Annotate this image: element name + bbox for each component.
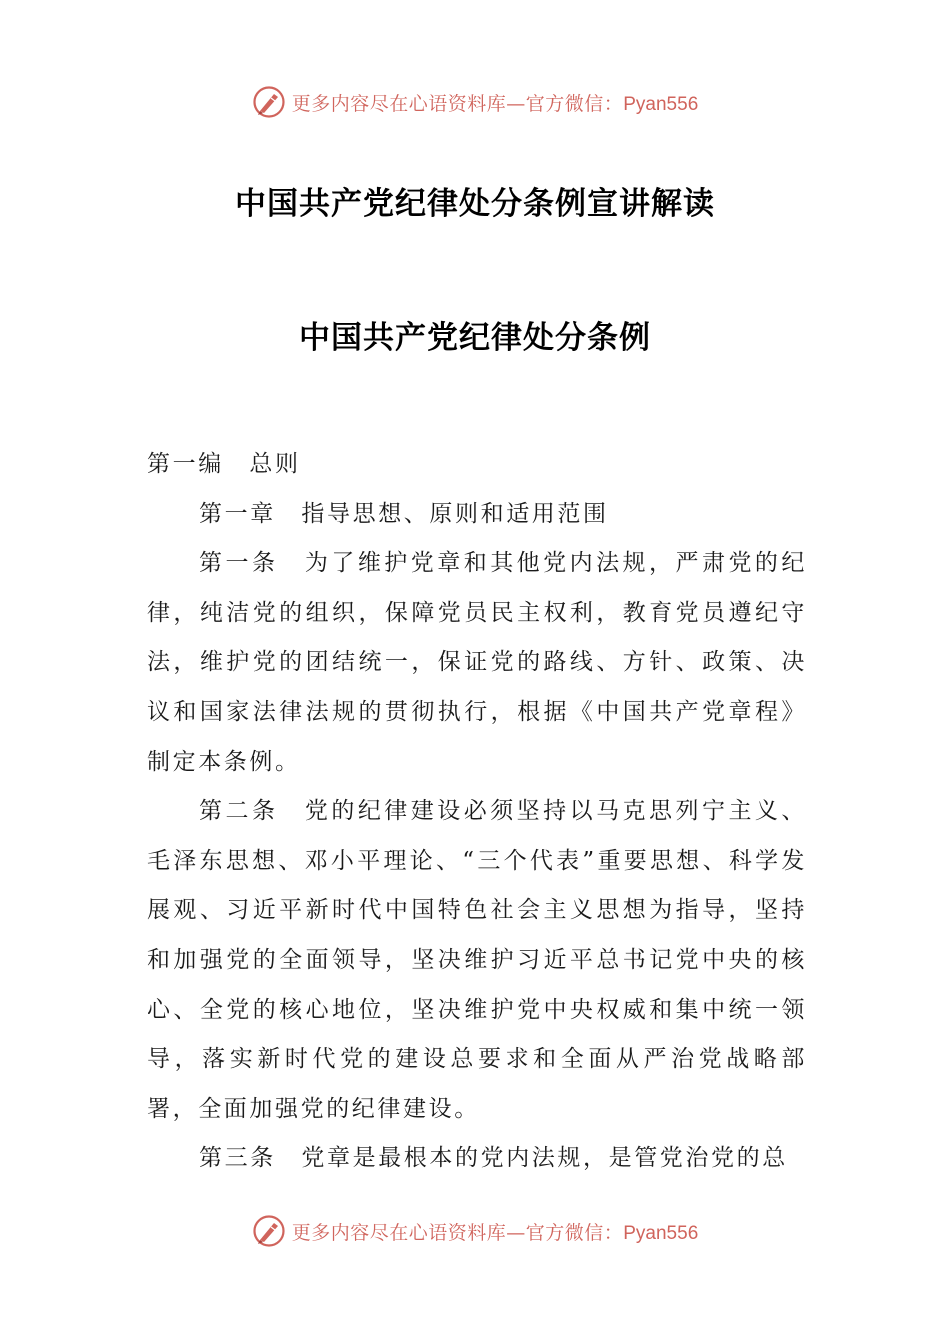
article-2: 第二条 党的纪律建设必须坚持以马克思列宁主义、毛泽东思想、邓小平理论、“三个代表”重要思想、科学发展观、习近平新时代中国特色社会主义思想为指导，坚持和加强党的全面领导，坚决维护习近平总书记党中央的核心、全党的核心地位，坚决维护党中央权威和集中统一领导，落实新时代党的建设总要求和全面从严治党战略部署，全面加强党的纪律建设。	[147, 798, 807, 1122]
watermark-text: 更多内容尽在心语资料库—官方微信：Pyan556	[291, 1221, 699, 1244]
pen-logo-icon	[252, 85, 286, 119]
watermark-handle: Pyan556	[623, 93, 699, 115]
footer-watermark-banner	[0, 1211, 950, 1251]
document-title: 中国共产党纪律处分条例宣讲解读	[235, 186, 715, 222]
header-watermark-banner	[0, 82, 950, 122]
article-3: 第三条 党章是最根本的党内法规，是管党治党的总	[199, 1145, 788, 1172]
document-body	[147, 440, 807, 1184]
document-subtitle: 中国共产党纪律处分条例	[299, 320, 651, 356]
pen-logo-icon	[252, 1214, 286, 1248]
part-heading: 第一编 总则	[147, 451, 301, 477]
watermark-text: 更多内容尽在心语资料库—官方微信：Pyan556	[291, 92, 699, 115]
watermark-handle: Pyan556	[623, 1222, 699, 1244]
chapter-heading: 第一章 指导思想、原则和适用范围	[199, 500, 609, 527]
article-1: 第一条 为了维护党章和其他党内法规，严肃党的纪律，纯洁党的组织，保障党员民主权利，教育党员遵纪守法，维护党的团结统一，保证党的路线、方针、政策、决议和国家法律法规的贯彻执行，根据《中国共产党章程》制定本条例。	[147, 550, 807, 775]
